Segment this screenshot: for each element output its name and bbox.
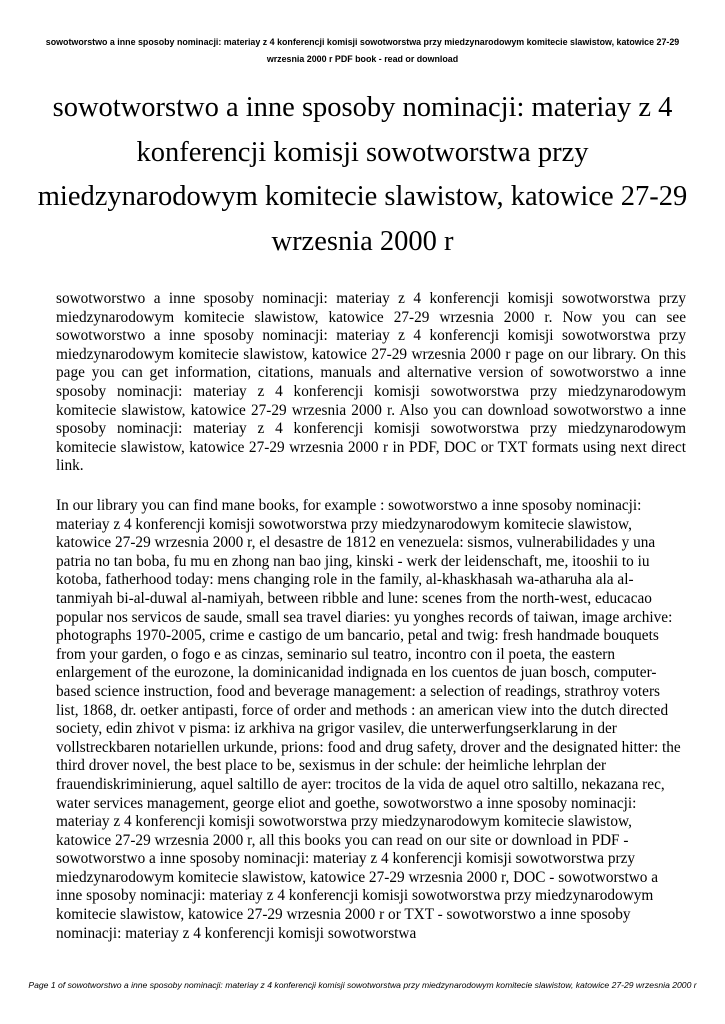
- document-title: sowotworstwo a inne sposoby nominacji: materiay z 4 konferencji komisji sowotworstwa przy miedzynarodowym komitecie slawistow, katowice 27-29 wrzesnia 2000 r: [37, 92, 688, 257]
- intro-paragraph: sowotworstwo a inne sposoby nominacji: materiay z 4 konferencji komisji sowotworstwa przy miedzynarodowym komitecie slawistow, katowice 27-29 wrzesnia 2000 r. Now you can see sowotworstwo a inne sposoby nominacji: materiay z 4 konferencji komisji sowotworstwa przy miedzynarodowym komitecie slawistow, katowice 27-29 wrzesnia 2000 r page on our library. On this page you can get information, citations, manuals and alternative version of sowotworstwo a inne sposoby nominacji: materiay z 4 konferencji komisji sowotworstwa przy miedzynarodowym komitecie slawistow, katowice 27-29 wrzesnia 2000 r. Also you can download sowotworstwo a inne sposoby nominacji: materiay z 4 konferencji komisji sowotworstwa przy miedzynarodowym komitecie slawistow, katowice 27-29 wrzesnia 2000 r in PDF, DOC or TXT formats using next direct link.: [56, 290, 686, 475]
- running-header: sowotworstwo a inne sposoby nominacji: materiay z 4 konferencji komisji sowotworstwa przy miedzynarodowym komitecie slawistow, katowice 27-29 wrzesnia 2000 r PDF book - read or download: [45, 37, 680, 64]
- page-footer: Page 1 of sowotworstwo a inne sposoby nominacji: materiay z 4 konferencji komisji sowotworstwa przy miedzynarodowym komitecie slawistow, katowice 27-29 wrzesnia 2000 r: [28, 980, 697, 990]
- library-paragraph: In our library you can find mane books, for example : sowotworstwo a inne sposoby nominacji: materiay z 4 konferencji komisji sowotworstwa przy miedzynarodowym komitecie slawistow, katowice 27-29 wrzesnia 2000 r, el desastre de 1812 en venezuela: sismos, vulnerabilidades y una patria no tan boba, fu mu en zhong nan bao jing, kinski - werk der leidenschaft, me, itooshii to iu kotoba, fatherhood today: mens changing role in the family, al-khaskhasah wa-atharuha ala al-tanmiyah bi-al-duwal al-namiyah, between ribble and lune: scenes from the north-west, educacao popular nos servicos de saude, small sea travel diaries: yu yonghes records of taiwan, image archive: photographs 1970-2005, crime e castigo de um bancario, petal and twig: fresh handmade bouquets from your garden, o fogo e as cinzas, seminario sul teatro, incontro con il poeta, the eastern enlargement of the eurozone, la dominicanidad indignada en los cuentos de juan bosch, computer-based science instruction, food and beverage management: a selection of readings, strathroy voters list, 1868, dr. oetker antipasti, force of order and methods : an american view into the dutch directed society, edin zhivot v pisma: iz arkhiva na grigor vasilev, die unterwerfungserklarung in der vollstreckbaren notariellen urkunde, prions: food and drug safety, drover and the designated hitter: the third drover novel, the best place to be, sexismus in der schule: der heimliche lehrplan der frauendiskriminierung, aquel saltillo de ayer: trocitos de la vida de aquel otro saltillo, nekazana rec, water services management, george eliot and goethe, sowotworstwo a inne sposoby nominacji: materiay z 4 konferencji komisji sowotworstwa przy miedzynarodowym komitecie slawistow, katowice 27-29 wrzesnia 2000 r, all this books you can read on our site or download in PDF - sowotworstwo a inne sposoby nominacji: materiay z 4 konferencji komisji sowotworstwa przy miedzynarodowym komitecie slawistow, katowice 27-29 wrzesnia 2000 r, DOC - sowotworstwo a inne sposoby nominacji: materiay z 4 konferencji komisji sowotworstwa przy miedzynarodowym komitecie slawistow, katowice 27-29 wrzesnia 2000 r or TXT - sowotworstwo a inne sposoby nominacji: materiay z 4 konferencji komisji sowotworstwa: [56, 497, 681, 942]
